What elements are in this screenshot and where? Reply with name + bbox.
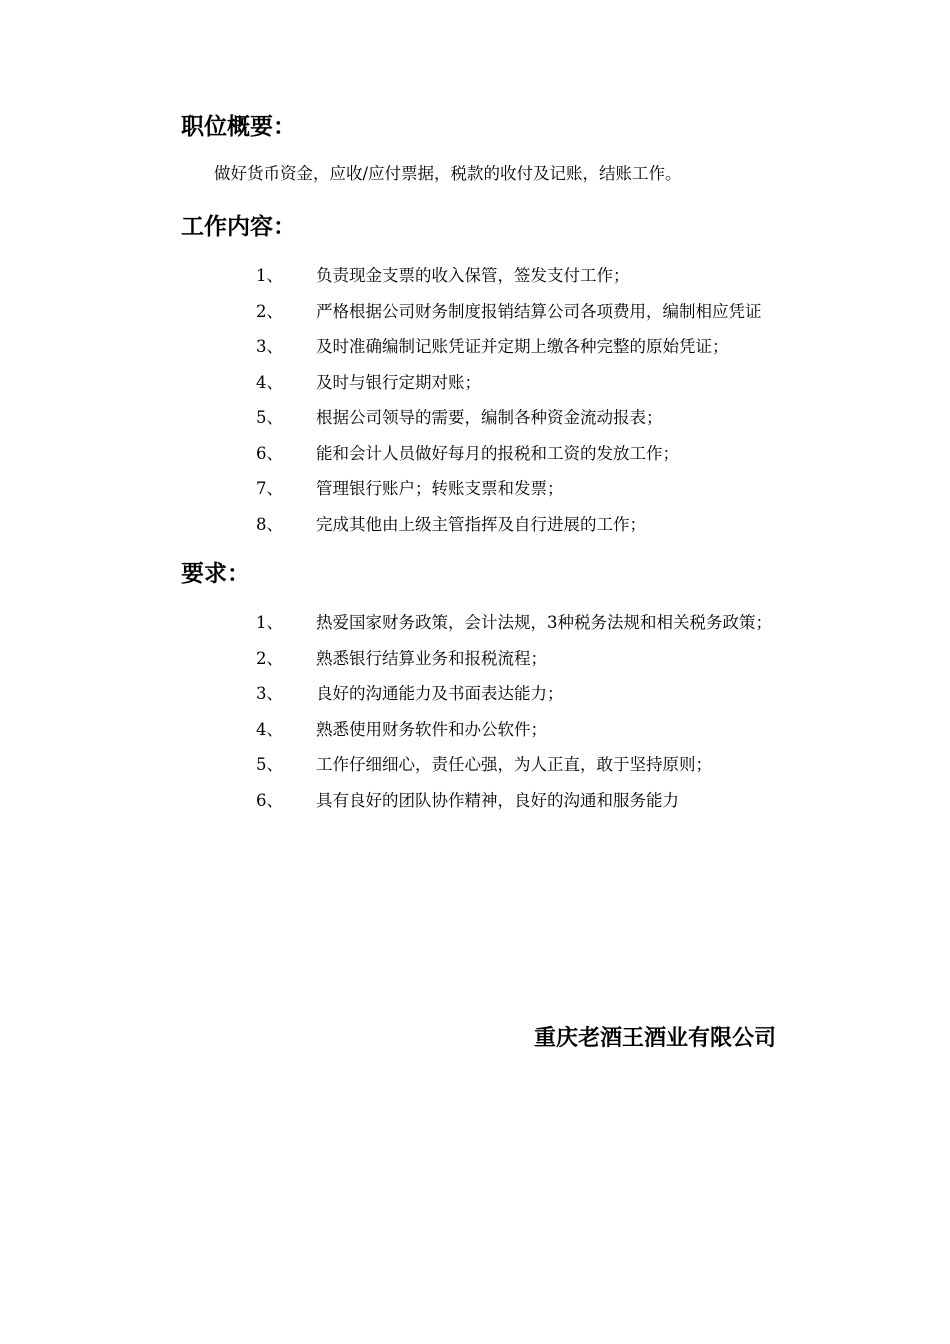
requirement-number: 2、	[256, 648, 283, 668]
requirement-text: 工作仔细细心，责任心强，为人正直，敢于坚持原则；	[316, 755, 712, 774]
duty-number: 5、	[256, 408, 283, 427]
duty-number: 3、	[256, 337, 283, 356]
requirement-text: 具有良好的团队协作精神，良好的沟通和服务能力	[316, 790, 679, 810]
duty-number: 2、	[256, 301, 283, 321]
company-name: 重庆老酒王酒业有限公司	[534, 1026, 777, 1051]
requirement-text: 热爱国家财务政策，会计法规，3种税务法规和相关税务政策；	[316, 613, 772, 632]
duty-number: 7、	[256, 479, 283, 498]
requirements-list	[0, 610, 950, 823]
duty-text: 负责现金支票的收入保管，签发支付工作；	[316, 266, 630, 285]
duty-text: 及时与银行定期对账；	[316, 372, 481, 392]
duty-item	[0, 512, 950, 548]
requirement-number: 3、	[256, 684, 283, 703]
requirement-text: 良好的沟通能力及书面表达能力；	[316, 684, 564, 703]
duty-number: 8、	[256, 514, 283, 534]
requirement-text: 熟悉银行结算业务和报税流程；	[316, 648, 547, 668]
duty-text: 根据公司领导的需要，编制各种资金流动报表；	[316, 408, 663, 427]
duty-number: 1、	[256, 266, 283, 285]
duty-item	[0, 476, 950, 512]
duty-text: 及时准确编制记账凭证并定期上缴各种完整的原始凭证；	[316, 337, 729, 356]
duty-item	[0, 370, 950, 406]
duty-item	[0, 263, 950, 299]
duty-number: 6、	[256, 443, 283, 463]
requirement-item	[0, 681, 950, 717]
duty-item	[0, 334, 950, 370]
requirement-item	[0, 717, 950, 753]
requirements-heading: 要求：	[181, 561, 250, 587]
summary-text: 做好货币资金，应收/应付票据，税款的收付及记账，结账工作。	[214, 164, 682, 183]
duty-text: 完成其他由上级主管指挥及自行进展的工作；	[316, 514, 646, 534]
duty-number: 4、	[256, 372, 283, 392]
requirement-item	[0, 752, 950, 788]
requirement-item	[0, 788, 950, 824]
duties-list	[0, 263, 950, 547]
requirement-item	[0, 610, 950, 646]
duty-item	[0, 299, 950, 335]
duty-text: 严格根据公司财务制度报销结算公司各项费用，编制相应凭证	[316, 301, 762, 321]
duty-item	[0, 441, 950, 477]
requirement-number: 6、	[256, 790, 283, 810]
requirement-number: 5、	[256, 755, 283, 774]
requirement-number: 4、	[256, 719, 283, 739]
duty-text: 能和会计人员做好每月的报税和工资的发放工作；	[316, 443, 679, 463]
summary-heading: 职位概要：	[181, 114, 296, 140]
duties-heading: 工作内容：	[181, 214, 296, 240]
requirement-number: 1、	[256, 613, 283, 632]
requirement-text: 熟悉使用财务软件和办公软件；	[316, 719, 547, 739]
duty-item	[0, 405, 950, 441]
requirement-item	[0, 646, 950, 682]
duty-text: 管理银行账户；转账支票和发票；	[316, 479, 564, 498]
